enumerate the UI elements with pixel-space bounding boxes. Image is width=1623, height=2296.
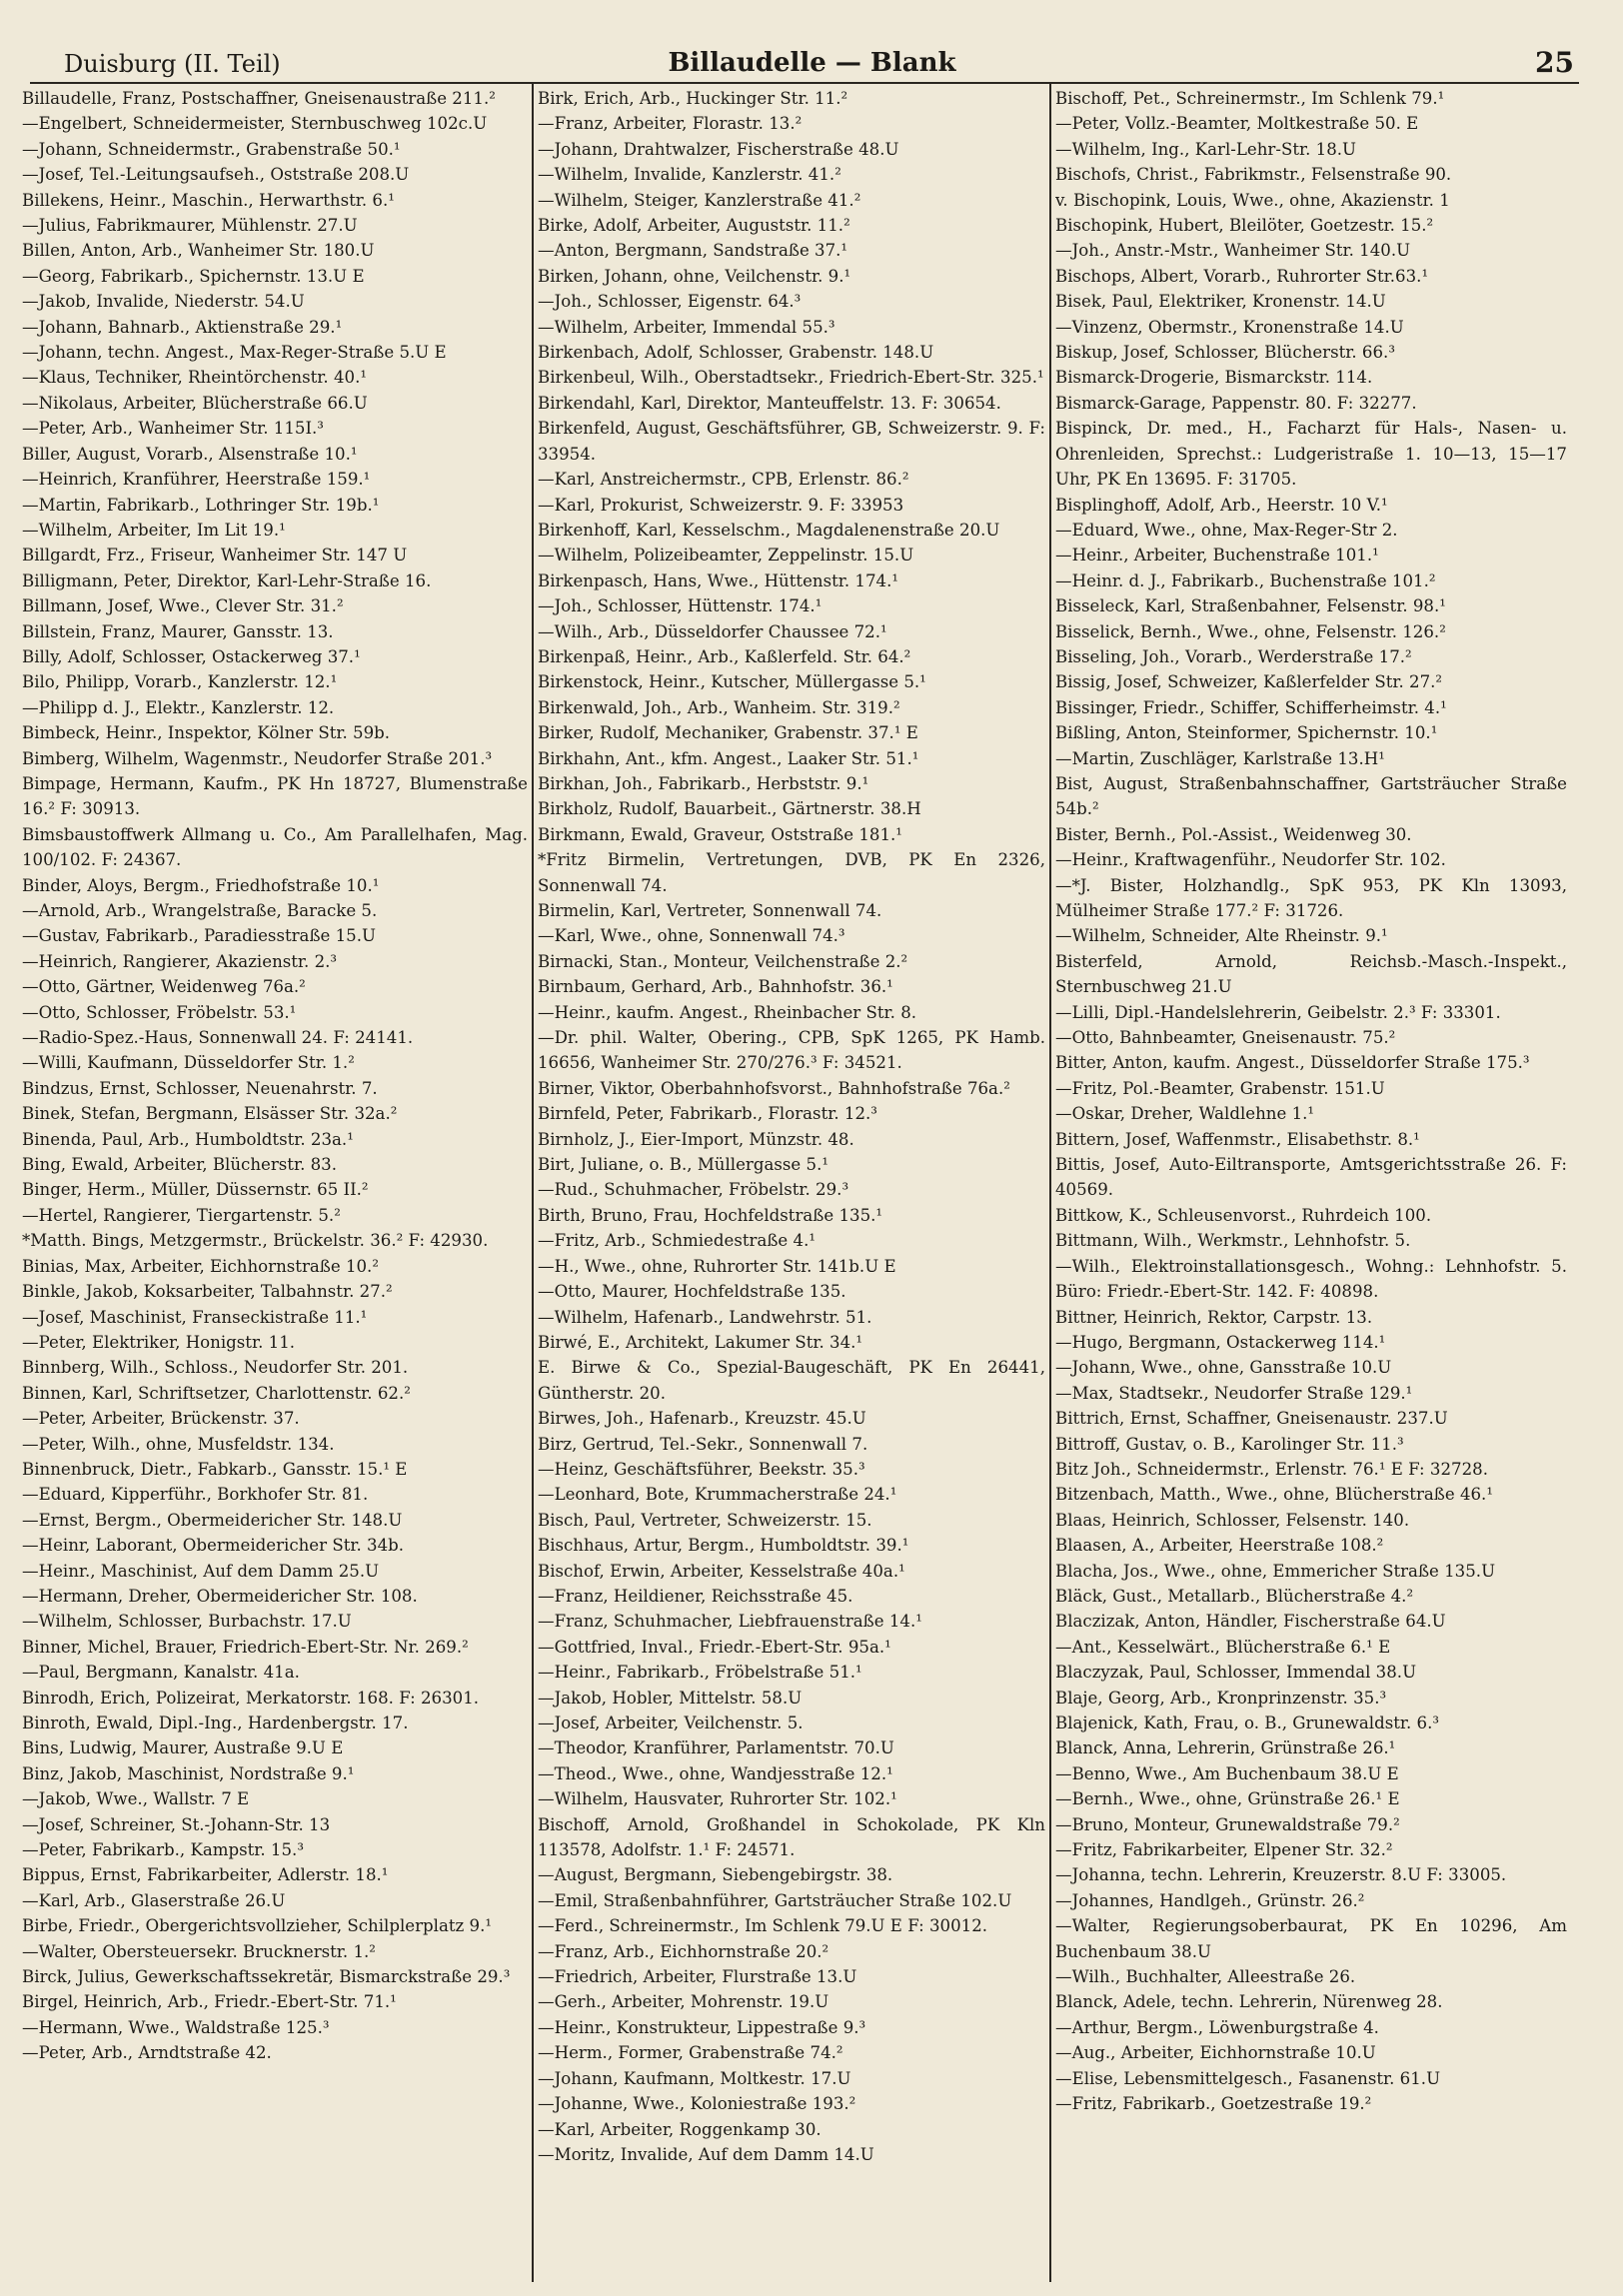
directory-entry: —Wilhelm, Hausvater, Ruhrorter Str. 102.¹ (538, 1789, 897, 1809)
directory-entry: Birkenpasch, Hans, Wwe., Hüttenstr. 174.¹ (538, 571, 899, 590)
directory-entry: —Wilh., Elektroinstallationsgesch., Wohng.: Lehnhofstr. 5. Büro: Friedr.-Ebert-Str. 142. F: 40898. (1055, 1256, 1567, 1302)
directory-entry: Birnacki, Stan., Monteur, Veilchenstraße 2.² (538, 951, 908, 971)
directory-entry: Birker, Rudolf, Mechaniker, Grabenstr. 37.¹ E (538, 723, 918, 743)
directory-entry: Bischopink, Hubert, Bleilöter, Goetzestr. 15.² (1055, 216, 1434, 236)
directory-entry: —Wilhelm, Polizeibeamter, Zeppelinstr. 15.U (538, 546, 914, 566)
directory-entry: Binroth, Ewald, Dipl.-Ing., Hardenbergstr. 17. (22, 1714, 409, 1732)
directory-entry: —Lilli, Dipl.-Handelslehrerin, Geibelstr. 2.³ F: 33301. (1055, 1002, 1501, 1022)
directory-entry: Birkholz, Rudolf, Bauarbeit., Gärtnerstr. 38.H (538, 799, 921, 819)
directory-entry: —Gustav, Fabrikarb., Paradiesstraße 15.U (22, 926, 377, 946)
directory-entry: Binkle, Jakob, Koksarbeiter, Talbahnstr. 27.² (22, 1282, 393, 1302)
directory-entry: Bisterfeld, Arnold, Reichsb.-Masch.-Inspekt., Sternbuschweg 21.U (1055, 951, 1567, 997)
directory-entry: —Oskar, Dreher, Waldlehne 1.¹ (1055, 1104, 1315, 1124)
directory-entry: —Heinr., Kraftwagenführ., Neudorfer Str. 102. (1055, 850, 1446, 870)
directory-entry: Birnbaum, Gerhard, Arb., Bahnhofstr. 36.¹ (538, 977, 893, 997)
directory-entry: Binger, Herm., Müller, Düssernstr. 65 II.² (22, 1180, 369, 1200)
directory-entry: Bing, Ewald, Arbeiter, Blücherstr. 83. (22, 1155, 338, 1175)
directory-entry: Birken, Johann, ohne, Veilchenstr. 9.¹ (538, 266, 851, 286)
directory-entry: —Peter, Arbeiter, Brückenstr. 37. (22, 1409, 300, 1429)
directory-entry: Blanck, Adele, techn. Lehrerin, Nürenweg 28. (1055, 1992, 1443, 2012)
directory-entry: Birkenbach, Adolf, Schlosser, Grabenstr. 148.U (538, 343, 934, 363)
directory-entry: Bittrich, Ernst, Schaffner, Gneisenaustr. 237.U (1055, 1409, 1448, 1429)
directory-entry: —Julius, Fabrikmaurer, Mühlenstr. 27.U (22, 216, 358, 236)
directory-entry: —Ferd., Schreinermstr., Im Schlenk 79.U E F: 30012. (538, 1916, 988, 1936)
directory-entry: Billmann, Josef, Wwe., Clever Str. 31.² (22, 596, 344, 616)
directory-entry: —Dr. phil. Walter, Obering., CPB, SpK 1265, PK Hamb. 16656, Wanheimer Str. 270/276.³ F: 34521. (538, 1028, 1045, 1073)
directory-entry: Birk, Erich, Arb., Huckinger Str. 11.² (538, 89, 848, 108)
directory-entry: Binz, Jakob, Maschinist, Nordstraße 9.¹ (22, 1763, 355, 1783)
directory-entry: —Franz, Arb., Eichhornstraße 20.² (538, 1941, 829, 1961)
directory-entry: —Karl, Arbeiter, Roggenkamp 30. (538, 2119, 821, 2139)
directory-entry: —Otto, Schlosser, Fröbelstr. 53.¹ (22, 1002, 297, 1022)
directory-entry: Birth, Bruno, Frau, Hochfeldstraße 135.¹ (538, 1205, 883, 1225)
directory-entry: —Johannes, Handlgeh., Grünstr. 26.² (1055, 1890, 1365, 1910)
directory-entry: Birkenhoff, Karl, Kesselschm., Magdalenenstraße 20.U (538, 520, 1000, 540)
directory-entry: —Bernh., Wwe., ohne, Grünstraße 26.¹ E (1055, 1789, 1400, 1809)
directory-entry: —Elise, Lebensmittelgesch., Fasanenstr. 61.U (1055, 2068, 1441, 2088)
directory-entry: Biller, August, Vorarb., Alsenstraße 10.¹ (22, 444, 358, 464)
directory-entry: —August, Bergmann, Siebengebirgstr. 38. (538, 1865, 893, 1885)
directory-entry: Bist, August, Straßenbahnschaffner, Gartsträucher Straße 54b.² (1055, 773, 1567, 819)
directory-entry: —Joh., Schlosser, Hüttenstr. 174.¹ (538, 596, 822, 616)
directory-entry: —Wilh., Buchhalter, Alleestraße 26. (1055, 1967, 1356, 1987)
directory-entry: —Franz, Schuhmacher, Liebfrauenstraße 14.¹ (538, 1612, 922, 1632)
directory-entry: Billstein, Franz, Maurer, Gansstr. 13. (22, 621, 334, 641)
directory-entry: Birke, Adolf, Arbeiter, Auguststr. 11.² (538, 216, 850, 236)
directory-column-2 (538, 86, 1045, 2289)
directory-entry: Birkenpaß, Heinr., Arb., Kaßlerfeld. Str. 64.² (538, 646, 911, 666)
directory-entry: —Bruno, Monteur, Grunewaldstraße 79.² (1055, 1814, 1400, 1834)
directory-entry: Binenda, Paul, Arb., Humboldtstr. 23a.¹ (22, 1129, 354, 1149)
directory-entry: Bläck, Gust., Metallarb., Blücherstraße 4.² (1055, 1586, 1414, 1606)
directory-entry: —Herm., Former, Grabenstraße 74.² (538, 2043, 843, 2063)
directory-entry: —Wilhelm, Steiger, Kanzlerstraße 41.² (538, 190, 861, 210)
directory-entry: Bittis, Josef, Auto-Eiltransporte, Amtsgerichtsstraße 26. F: 40569. (1055, 1155, 1567, 1200)
directory-entry: —Wilhelm, Hafenarb., Landwehrstr. 51. (538, 1307, 872, 1327)
directory-entry: Binnberg, Wilh., Schloss., Neudorfer Str. 201. (22, 1358, 409, 1378)
directory-entry: Bilo, Philipp, Vorarb., Kanzlerstr. 12.¹ (22, 672, 338, 692)
directory-entry: Blajenick, Kath, Frau, o. B., Grunewaldstr. 6.³ (1055, 1714, 1440, 1732)
directory-entry: —Heinrich, Rangierer, Akazienstr. 2.³ (22, 951, 338, 971)
directory-entry: Birnholz, J., Eier-Import, Münzstr. 48. (538, 1129, 854, 1149)
directory-entry: Binnenbruck, Dietr., Fabkarb., Gansstr. 15.¹ E (22, 1459, 408, 1479)
directory-entry: —Hermann, Dreher, Obermeidericher Str. 108. (22, 1586, 418, 1606)
directory-entry: Birner, Viktor, Oberbahnhofsvorst., Bahnhofstraße 76a.² (538, 1078, 1010, 1098)
directory-entry: —Theodor, Kranführer, Parlamentstr. 70.U (538, 1738, 894, 1758)
directory-entry: —Gottfried, Inval., Friedr.-Ebert-Str. 95a.¹ (538, 1637, 891, 1657)
directory-entry: —Wilhelm, Schneider, Alte Rheinstr. 9.¹ (1055, 926, 1388, 946)
directory-entry: Biskup, Josef, Schlosser, Blücherstr. 66.³ (1055, 343, 1395, 363)
directory-entry: —Wilhelm, Invalide, Kanzlerstr. 41.² (538, 165, 841, 185)
directory-column-1 (22, 86, 528, 2289)
directory-column-3 (1055, 86, 1567, 2289)
header-rule (30, 82, 1579, 84)
directory-entry: —Karl, Wwe., ohne, Sonnenwall 74.³ (538, 926, 845, 946)
directory-entry: —Nikolaus, Arbeiter, Blücherstraße 66.U (22, 393, 368, 413)
directory-entry: Blanck, Anna, Lehrerin, Grünstraße 26.¹ (1055, 1738, 1396, 1758)
directory-entry: —Joh., Anstr.-Mstr., Wanheimer Str. 140.U (1055, 241, 1411, 261)
directory-entry: Bitzenbach, Matth., Wwe., ohne, Blücherstraße 46.¹ (1055, 1485, 1493, 1505)
directory-entry: —Theod., Wwe., ohne, Wandjesstraße 12.¹ (538, 1763, 893, 1783)
directory-entry: Birz, Gertrud, Tel.-Sekr., Sonnenwall 7. (538, 1434, 868, 1454)
directory-entry: —Fritz, Arb., Schmiedestraße 4.¹ (538, 1231, 815, 1251)
directory-entry: Birkendahl, Karl, Direktor, Manteuffelstr. 13. F: 30654. (538, 393, 1001, 413)
directory-entry: Birkenstock, Heinr., Kutscher, Müllergasse 5.¹ (538, 672, 926, 692)
page-number: 25 (1535, 46, 1574, 79)
directory-entry: Billy, Adolf, Schlosser, Ostackerweg 37.¹ (22, 646, 361, 666)
directory-entry: Billigmann, Peter, Direktor, Karl-Lehr-Straße 16. (22, 571, 432, 590)
directory-entry: Blaczyzak, Paul, Schlosser, Immendal 38.U (1055, 1663, 1417, 1683)
directory-entry: Bittern, Josef, Waffenmstr., Elisabethstr. 8.¹ (1055, 1129, 1420, 1149)
directory-entry: Bischhaus, Artur, Bergm., Humboldtstr. 39.¹ (538, 1536, 909, 1556)
directory-entry: Bischoff, Arnold, Großhandel in Schokolade, PK Kln 113578, Adolfstr. 1.¹ F: 24571. (538, 1814, 1045, 1860)
directory-entry: —Wilh., Arb., Düsseldorfer Chaussee 72.¹ (538, 621, 887, 641)
directory-entry: Bisseleck, Karl, Straßenbahner, Felsenstr. 98.¹ (1055, 596, 1446, 616)
directory-entry: —Hermann, Wwe., Waldstraße 125.³ (22, 2017, 330, 2037)
directory-entry: —Georg, Fabrikarb., Spichernstr. 13.U E (22, 266, 365, 286)
directory-entry: —Franz, Heildiener, Reichsstraße 45. (538, 1586, 853, 1606)
column-rule (1049, 84, 1051, 2282)
directory-entry: —Ernst, Bergm., Obermeidericher Str. 148.U (22, 1510, 403, 1530)
directory-entry: Bippus, Ernst, Fabrikarbeiter, Adlerstr. 18.¹ (22, 1865, 389, 1885)
directory-entry: *Matth. Bings, Metzgermstr., Brückelstr. 36.² F: 42930. (22, 1231, 489, 1251)
directory-entry: —Josef, Maschinist, Franseckistraße 11.¹ (22, 1307, 368, 1327)
directory-entry: —Heinr, Laborant, Obermeidericher Str. 34b. (22, 1536, 405, 1556)
directory-entry: —Walter, Regierungsoberbaurat, PK En 10296, Am Buchenbaum 38.U (1055, 1916, 1567, 1961)
directory-entry: Bitz Joh., Schneidermstr., Erlenstr. 76.¹ E F: 32728. (1055, 1459, 1488, 1479)
directory-entry: Bischofs, Christ., Fabrikmstr., Felsenstraße 90. (1055, 165, 1452, 185)
directory-entry: —Jakob, Hobler, Mittelstr. 58.U (538, 1688, 803, 1708)
header-city: Duisburg (II. Teil) (64, 50, 281, 78)
directory-entry: —Heinr. d. J., Fabrikarb., Buchenstraße 101.² (1055, 571, 1436, 590)
directory-entry: Bismarck-Garage, Pappenstr. 80. F: 32277. (1055, 393, 1417, 413)
directory-entry: —Johann, techn. Angest., Max-Reger-Straße 5.U E (22, 343, 447, 363)
directory-entry: —Ant., Kesselwärt., Blücherstraße 6.¹ E (1055, 1637, 1391, 1657)
directory-entry: —Heinr., Konstrukteur, Lippestraße 9.³ (538, 2017, 866, 2037)
directory-entry: Birkenwald, Joh., Arb., Wanheim. Str. 319.² (538, 697, 900, 717)
directory-entry: —Friedrich, Arbeiter, Flurstraße 13.U (538, 1967, 857, 1987)
directory-entry: Bimsbaustoffwerk Allmang u. Co., Am Parallelhafen, Mag. 100/102. F: 24367. (22, 824, 528, 870)
directory-entry: Blacha, Jos., Wwe., ohne, Emmericher Straße 135.U (1055, 1561, 1496, 1581)
directory-entry: Binder, Aloys, Bergm., Friedhofstraße 10.¹ (22, 875, 380, 895)
directory-entry: Binek, Stefan, Bergmann, Elsässer Str. 32a.² (22, 1104, 398, 1124)
directory-entry: —Johann, Drahtwalzer, Fischerstraße 48.U (538, 139, 899, 159)
directory-entry: Bittkow, K., Schleusenvorst., Ruhrdeich 100. (1055, 1205, 1432, 1225)
directory-entry: —Walter, Obersteuersekr. Brucknerstr. 1.² (22, 1941, 376, 1961)
directory-entry: —Johann, Wwe., ohne, Gansstraße 10.U (1055, 1358, 1392, 1378)
directory-entry: Birkhan, Joh., Fabrikarb., Herbststr. 9.¹ (538, 773, 869, 793)
directory-entry: —Johann, Schneidermstr., Grabenstraße 50.¹ (22, 139, 401, 159)
directory-entry: —Heinr., Fabrikarb., Fröbelstraße 51.¹ (538, 1663, 862, 1683)
directory-entry: Blaje, Georg, Arb., Kronprinzenstr. 35.³ (1055, 1688, 1387, 1708)
directory-entry: Bister, Bernh., Pol.-Assist., Weidenweg 30. (1055, 824, 1412, 844)
directory-entry: —Radio-Spez.-Haus, Sonnenwall 24. F: 24141. (22, 1028, 414, 1048)
directory-entry: —Gerh., Arbeiter, Mohrenstr. 19.U (538, 1992, 829, 2012)
directory-entry: —Johanne, Wwe., Koloniestraße 193.² (538, 2094, 856, 2114)
directory-entry: —Fritz, Fabrikarb., Goetzestraße 19.² (1055, 2094, 1372, 2114)
directory-entry: Blaasen, A., Arbeiter, Heerstraße 108.² (1055, 1536, 1384, 1556)
directory-entry: —Heinr., kaufm. Angest., Rheinbacher Str. 8. (538, 1002, 917, 1022)
directory-entry: —Josef, Schreiner, St.-Johann-Str. 13 (22, 1814, 331, 1834)
directory-entry: Birwes, Joh., Hafenarb., Kreuzstr. 45.U (538, 1409, 866, 1429)
directory-entry: —Heinz, Geschäftsführer, Beekstr. 35.³ (538, 1459, 865, 1479)
directory-entry: Bisek, Paul, Elektriker, Kronenstr. 14.U (1055, 292, 1386, 312)
directory-entry: —Karl, Prokurist, Schweizerstr. 9. F: 33953 (538, 495, 904, 515)
directory-entry: Bins, Ludwig, Maurer, Austraße 9.U E (22, 1738, 344, 1758)
directory-entry: Binrodh, Erich, Polizeirat, Merkatorstr. 168. F: 26301. (22, 1688, 480, 1708)
directory-entry: —Vinzenz, Obermstr., Kronenstraße 14.U (1055, 317, 1404, 337)
directory-entry: Bischops, Albert, Vorarb., Ruhrorter Str.63.¹ (1055, 266, 1429, 286)
directory-entry: —Jakob, Invalide, Niederstr. 54.U (22, 292, 305, 312)
directory-entry: —Arthur, Bergm., Löwenburgstraße 4. (1055, 2017, 1379, 2037)
directory-entry: Birgel, Heinrich, Arb., Friedr.-Ebert-Str. 71.¹ (22, 1992, 397, 2012)
directory-entry: —Otto, Maurer, Hochfeldstraße 135. (538, 1282, 846, 1302)
directory-entry: —Peter, Vollz.-Beamter, Moltkestraße 50. E (1055, 114, 1419, 134)
directory-entry: —Emil, Straßenbahnführer, Gartsträucher Straße 102.U (538, 1890, 1012, 1910)
directory-entry: v. Bischopink, Louis, Wwe., ohne, Akazienstr. 1 (1055, 190, 1450, 210)
directory-entry: —Anton, Bergmann, Sandstraße 37.¹ (538, 241, 848, 261)
directory-entry: —Johann, Bahnarb., Aktienstraße 29.¹ (22, 317, 343, 337)
directory-entry: —Leonhard, Bote, Krummacherstraße 24.¹ (538, 1485, 897, 1505)
directory-entry: *Fritz Birmelin, Vertretungen, DVB, PK En 2326, Sonnenwall 74. (538, 850, 1045, 895)
directory-entry: Billgardt, Frz., Friseur, Wanheimer Str. 147 U (22, 546, 408, 566)
directory-entry: —Rud., Schuhmacher, Fröbelstr. 29.³ (538, 1180, 849, 1200)
directory-entry: —Philipp d. J., Elektr., Kanzlerstr. 12. (22, 697, 335, 717)
directory-entry: —Klaus, Techniker, Rheintörchenstr. 40.¹ (22, 368, 368, 388)
directory-entry: Billaudelle, Franz, Postschaffner, Gneisenaustraße 211.² (22, 89, 496, 108)
directory-entry: —Peter, Arb., Arndtstraße 42. (22, 2043, 272, 2063)
directory-entry: —Otto, Gärtner, Weidenweg 76a.² (22, 977, 306, 997)
directory-entry: —Arnold, Arb., Wrangelstraße, Baracke 5. (22, 901, 378, 920)
directory-entry: —Heinrich, Kranführer, Heerstraße 159.¹ (22, 470, 371, 490)
column-rule (532, 84, 534, 2282)
directory-entry: —Franz, Arbeiter, Florastr. 13.² (538, 114, 803, 134)
directory-entry: —Wilhelm, Arbeiter, Immendal 55.³ (538, 317, 835, 337)
directory-entry: —Paul, Bergmann, Kanalstr. 41a. (22, 1663, 300, 1683)
directory-entry: —Martin, Zuschläger, Karlstraße 13.H¹ (1055, 748, 1385, 768)
directory-entry: —Otto, Bahnbeamter, Gneisenaustr. 75.² (1055, 1028, 1396, 1048)
directory-entry: Bischoff, Pet., Schreinermstr., Im Schlenk 79.¹ (1055, 89, 1445, 108)
directory-entry: —Willi, Kaufmann, Düsseldorfer Str. 1.² (22, 1053, 355, 1073)
directory-entry: —Engelbert, Schneidermeister, Sternbuschweg 102c.U (22, 114, 488, 134)
directory-entry: Birkenbeul, Wilh., Oberstadtsekr., Friedrich-Ebert-Str. 325.¹ (538, 368, 1044, 388)
directory-entry: Birkmann, Ewald, Graveur, Oststraße 181.¹ (538, 824, 902, 844)
directory-entry: —Hugo, Bergmann, Ostackerweg 114.¹ (1055, 1332, 1386, 1352)
directory-entry: —Josef, Arbeiter, Veilchenstr. 5. (538, 1714, 804, 1732)
directory-entry: Bischof, Erwin, Arbeiter, Kesselstraße 40a.¹ (538, 1561, 905, 1581)
directory-entry: —Fritz, Pol.-Beamter, Grabenstr. 151.U (1055, 1078, 1385, 1098)
directory-entry: Bittmann, Wilh., Werkmstr., Lehnhofstr. 5. (1055, 1231, 1411, 1251)
directory-entry: Birbe, Friedr., Obergerichtsvollzieher, Schilplerplatz 9.¹ (22, 1916, 493, 1936)
directory-entry: Bindzus, Ernst, Schlosser, Neuenahrstr. 7. (22, 1078, 378, 1098)
directory-entry: Binner, Michel, Brauer, Friedrich-Ebert-Str. Nr. 269.² (22, 1637, 469, 1657)
directory-entry: —Johanna, techn. Lehrerin, Kreuzerstr. 8.U F: 33005. (1055, 1865, 1507, 1885)
directory-entry: Bimbeck, Heinr., Inspektor, Kölner Str. 59b. (22, 723, 391, 743)
directory-entry: Birkenfeld, August, Geschäftsführer, GB, Schweizerstr. 9. F: 33954. (538, 419, 1045, 464)
directory-entry: —*J. Bister, Holzhandlg., SpK 953, PK Kln 13093, Mülheimer Straße 177.² F: 31726. (1055, 875, 1567, 920)
directory-entry: Bitter, Anton, kaufm. Angest., Düsseldorfer Straße 175.³ (1055, 1053, 1530, 1073)
directory-entry: E. Birwe & Co., Spezial-Baugeschäft, PK En 26441, Güntherstr. 20. (538, 1358, 1045, 1403)
directory-entry: —Josef, Tel.-Leitungsaufseh., Oststraße 208.U (22, 165, 410, 185)
directory-entry: —Heinr., Arbeiter, Buchenstraße 101.¹ (1055, 546, 1379, 566)
directory-entry: —Peter, Fabrikarb., Kampstr. 15.³ (22, 1840, 304, 1860)
directory-entry: —Aug., Arbeiter, Eichhornstraße 10.U (1055, 2043, 1376, 2063)
directory-entry: Billekens, Heinr., Maschin., Herwarthstr. 6.¹ (22, 190, 395, 210)
directory-entry: Bimberg, Wilhelm, Wagenmstr., Neudorfer Straße 201.³ (22, 748, 493, 768)
directory-entry: —Benno, Wwe., Am Buchenbaum 38.U E (1055, 1763, 1399, 1783)
directory-entry: Bimpage, Hermann, Kaufm., PK Hn 18727, Blumenstraße 16.² F: 30913. (22, 773, 528, 819)
directory-entry: Binias, Max, Arbeiter, Eichhornstraße 10.² (22, 1256, 379, 1276)
directory-entry: Bissig, Josef, Schweizer, Kaßlerfelder Str. 27.² (1055, 672, 1443, 692)
directory-entry: Bittner, Heinrich, Rektor, Carpstr. 13. (1055, 1307, 1373, 1327)
directory-entry: —Fritz, Fabrikarbeiter, Elpener Str. 32.² (1055, 1840, 1393, 1860)
directory-entry: Blaczizak, Anton, Händler, Fischerstraße 64.U (1055, 1612, 1446, 1632)
directory-entry: Birnfeld, Peter, Fabrikarb., Florastr. 12.³ (538, 1104, 877, 1124)
directory-entry: Birwé, E., Architekt, Lakumer Str. 34.¹ (538, 1332, 863, 1352)
directory-entry: Bispinck, Dr. med., H., Facharzt für Hals-, Nasen- u. Ohrenleiden, Sprechst.: Ludgeristraße 1. 10—13, 15—17 Uhr, PK En 13695. F: 31705. (1055, 419, 1567, 490)
directory-entry: —Wilhelm, Arbeiter, Im Lit 19.¹ (22, 520, 286, 540)
directory-entry: Birmelin, Karl, Vertreter, Sonnenwall 74. (538, 901, 882, 920)
directory-entry: Bismarck-Drogerie, Bismarckstr. 114. (1055, 368, 1373, 388)
directory-entry: —Heinr., Maschinist, Auf dem Damm 25.U (22, 1561, 380, 1581)
directory-entry: Blaas, Heinrich, Schlosser, Felsenstr. 140. (1055, 1510, 1410, 1530)
directory-entry: Bisseling, Joh., Vorarb., Werderstraße 17.² (1055, 646, 1412, 666)
directory-entry: —Wilhelm, Ing., Karl-Lehr-Str. 18.U (1055, 139, 1357, 159)
directory-entry: —Peter, Arb., Wanheimer Str. 115I.³ (22, 419, 324, 439)
directory-entry: —Karl, Anstreichermstr., CPB, Erlenstr. 86.² (538, 470, 909, 490)
directory-entry: Birt, Juliane, o. B., Müllergasse 5.¹ (538, 1155, 828, 1175)
directory-entry: —Hertel, Rangierer, Tiergartenstr. 5.² (22, 1205, 341, 1225)
directory-entry: —Moritz, Invalide, Auf dem Damm 14.U (538, 2144, 874, 2164)
directory-entry: —Peter, Wilh., ohne, Musfeldstr. 134. (22, 1434, 335, 1454)
directory-entry: —Eduard, Wwe., ohne, Max-Reger-Str 2. (1055, 520, 1398, 540)
directory-entry: —Karl, Arb., Glaserstraße 26.U (22, 1890, 286, 1910)
directory-entry: Bittroff, Gustav, o. B., Karolinger Str. 11.³ (1055, 1434, 1404, 1454)
directory-entry: Bissinger, Friedr., Schiffer, Schifferheimstr. 4.¹ (1055, 697, 1447, 717)
directory-entry: Billen, Anton, Arb., Wanheimer Str. 180.U (22, 241, 375, 261)
page-header (40, 42, 1584, 78)
directory-entry: —H., Wwe., ohne, Ruhrorter Str. 141b.U E (538, 1256, 896, 1276)
directory-entry: —Max, Stadtsekr., Neudorfer Straße 129.¹ (1055, 1383, 1413, 1403)
directory-entry: Bisplinghoff, Adolf, Arb., Heerstr. 10 V.¹ (1055, 495, 1388, 515)
directory-entry: —Martin, Fabrikarb., Lothringer Str. 19b.¹ (22, 495, 380, 515)
directory-entry: —Peter, Elektriker, Honigstr. 11. (22, 1332, 296, 1352)
directory-entry: Bisselick, Bernh., Wwe., ohne, Felsenstr. 126.² (1055, 621, 1446, 641)
directory-entry: Birck, Julius, Gewerkschaftssekretär, Bismarckstraße 29.³ (22, 1967, 511, 1987)
directory-entry: Birkhahn, Ant., kfm. Angest., Laaker Str. 51.¹ (538, 748, 919, 768)
directory-entry: —Johann, Kaufmann, Moltkestr. 17.U (538, 2068, 851, 2088)
directory-entry: Bisch, Paul, Vertreter, Schweizerstr. 15. (538, 1510, 872, 1530)
directory-entry: Bißling, Anton, Steinformer, Spichernstr. 10.¹ (1055, 723, 1438, 743)
directory-entry: —Jakob, Wwe., Wallstr. 7 E (22, 1789, 250, 1809)
directory-entry: —Joh., Schlosser, Eigenstr. 64.³ (538, 292, 802, 312)
directory-entry: Binnen, Karl, Schriftsetzer, Charlottenstr. 62.² (22, 1383, 411, 1403)
directory-entry: —Eduard, Kipperführ., Borkhofer Str. 81. (22, 1485, 369, 1505)
directory-entry: —Wilhelm, Schlosser, Burbachstr. 17.U (22, 1612, 352, 1632)
header-name-range: Billaudelle — Blank (668, 48, 956, 78)
